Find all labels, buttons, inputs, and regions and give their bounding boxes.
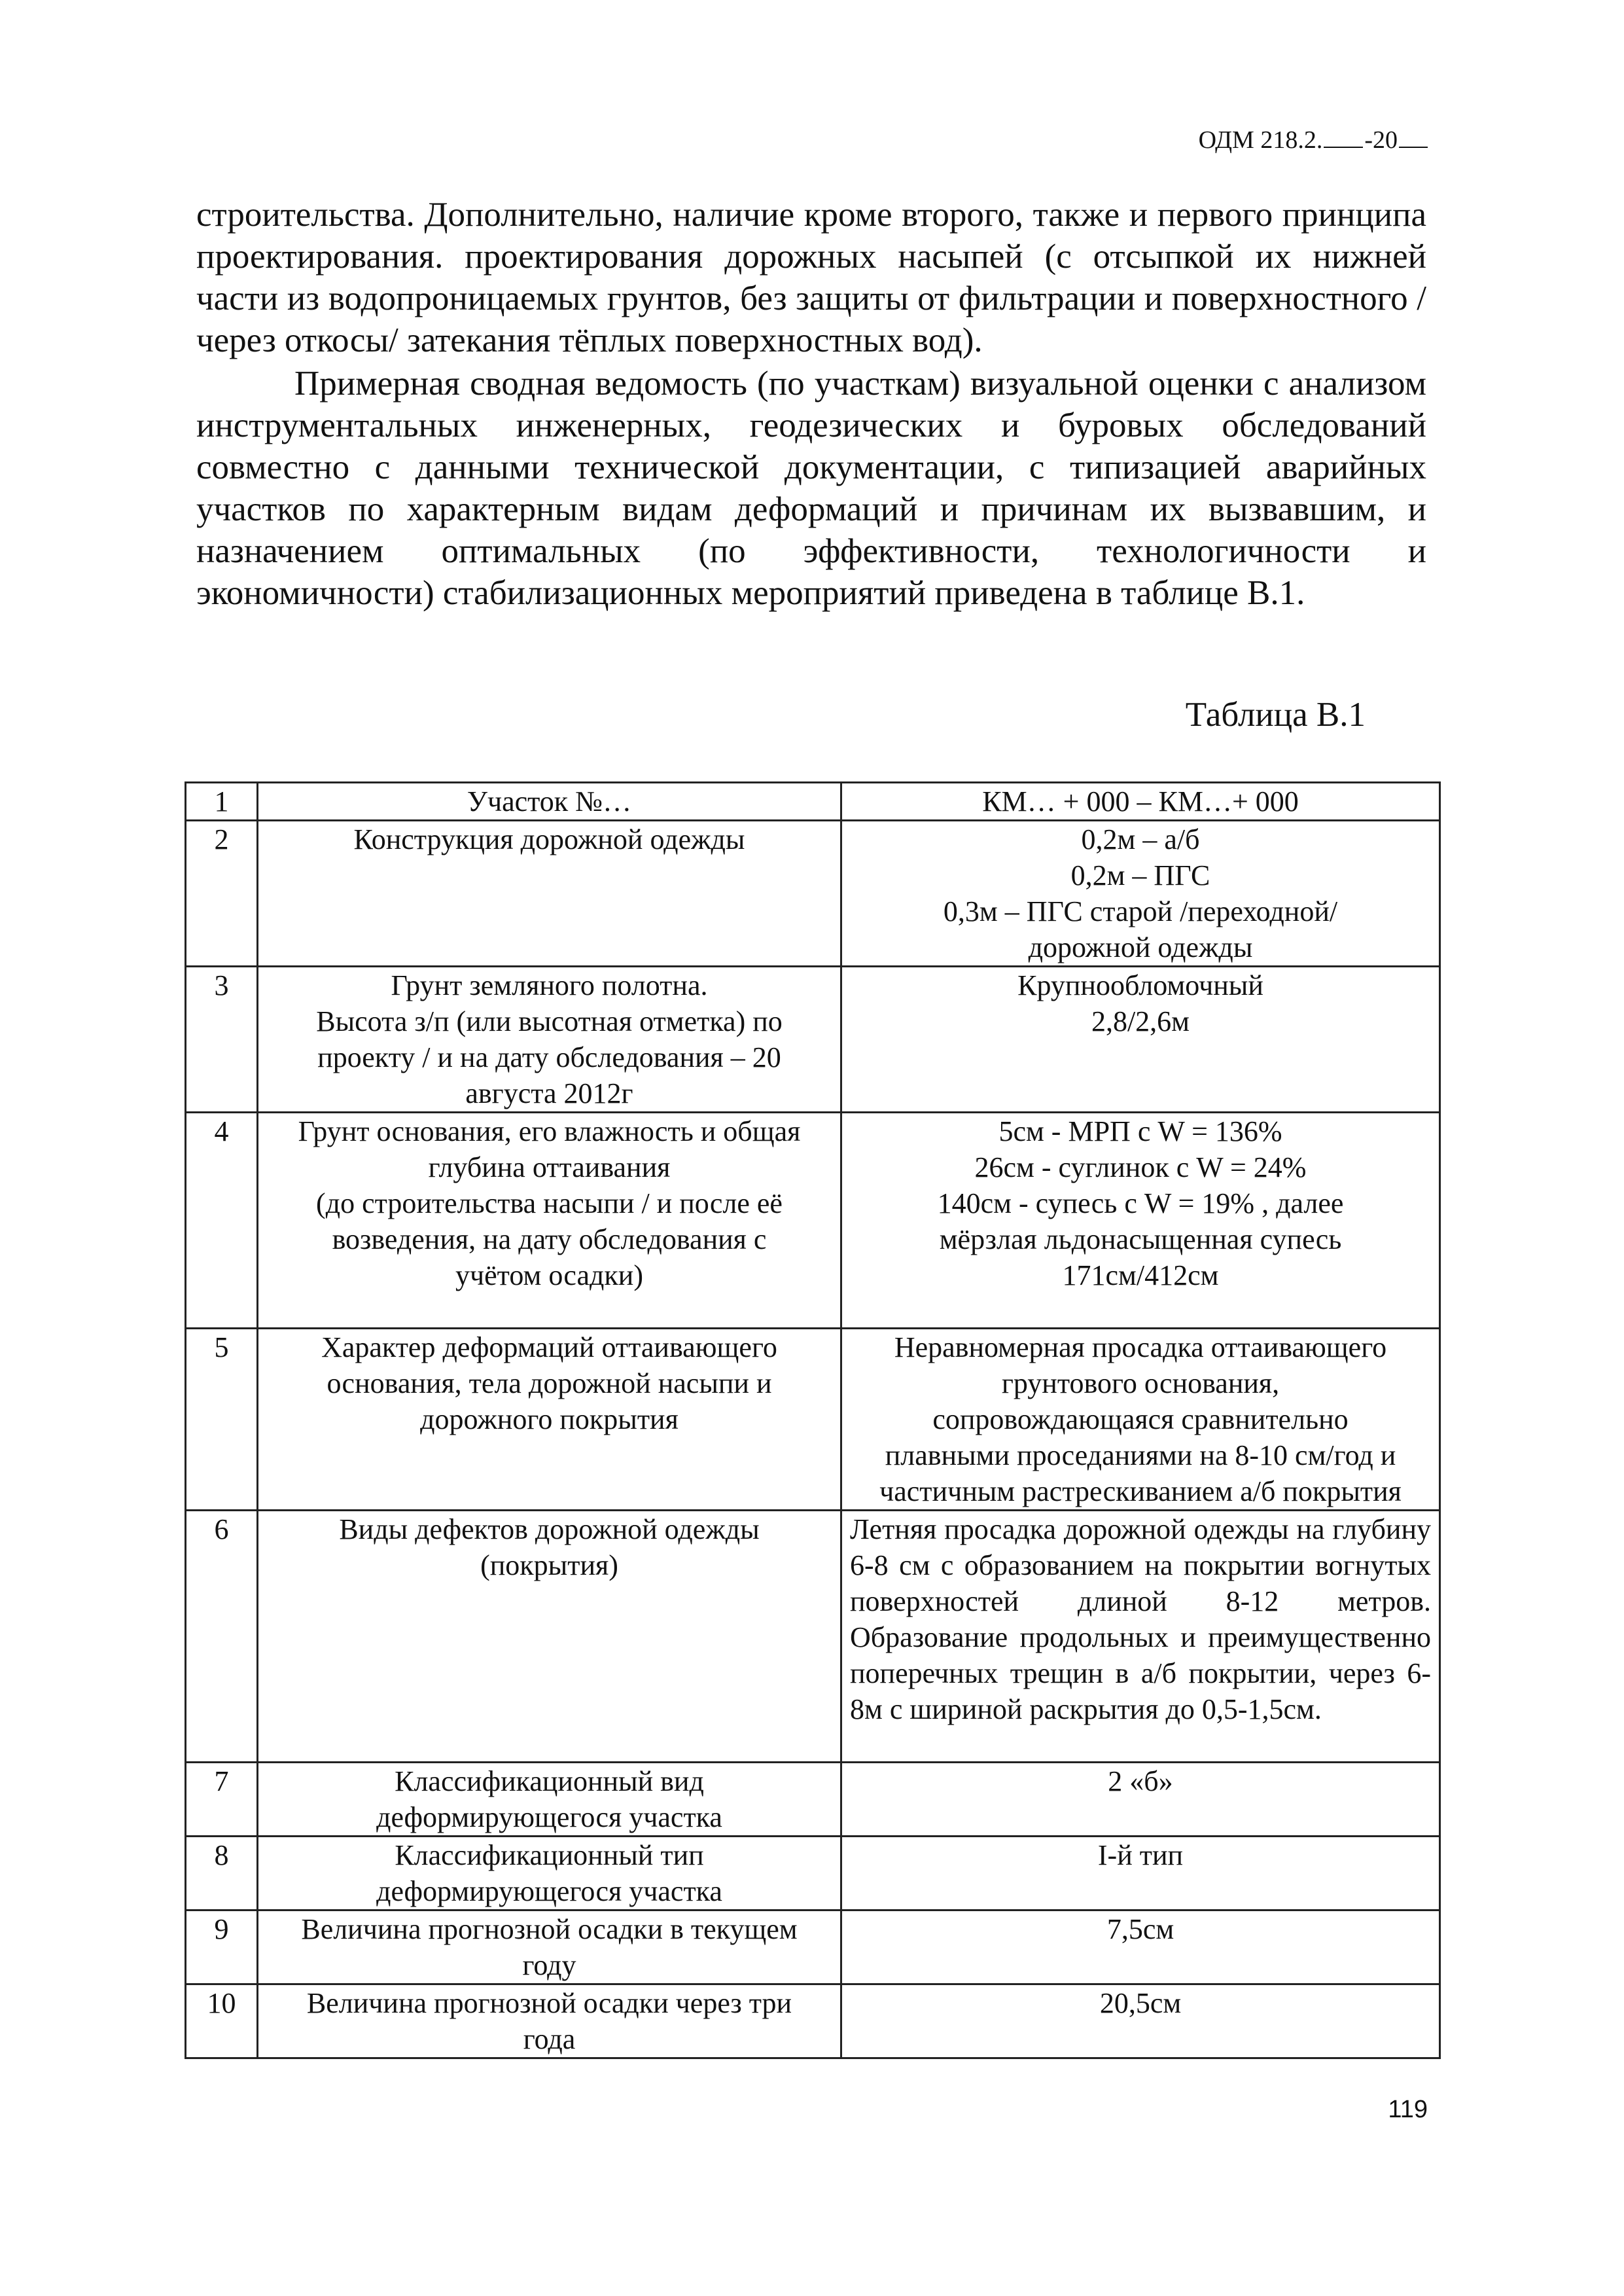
table-row (186, 783, 1440, 821)
value-line: мёрзлая льдонасыщенная супесь (939, 1223, 1342, 1255)
value-line: частичным растрескиванием а/б покрытия (879, 1475, 1402, 1507)
parameter-line: глубина оттаивания (428, 1151, 671, 1183)
parameter-cell (258, 783, 841, 821)
paragraph-text: Примерная сводная ведомость (по участкам) визуальной оценки с анализом инструментальных инженерных, геодезических и буровых обследований совместно с данными технической документации, с типизацией аварийных участков по характерным видам деформаций и причинам их вызвавшим, и назначением оптимальных (по эффективности, технологичности и экономичности) стабилизационных мероприятий приведена в таблице В.1. (196, 365, 1426, 612)
parameter-line: (до строительства насыпи / и после её (316, 1187, 783, 1219)
row-number-cell: 6 (186, 1511, 258, 1763)
table-row (186, 1910, 1440, 1984)
row-number-cell: 10 (186, 1984, 258, 2058)
row-number-cell: 7 (186, 1763, 258, 1837)
parameter-line: году (522, 1949, 576, 1981)
parameter-line: дорожного покрытия (420, 1403, 679, 1435)
table-row (186, 1511, 1440, 1763)
parameter-line: Конструкция дорожной одежды (353, 823, 745, 855)
parameter-line: (покрытия) (480, 1549, 618, 1581)
parameter-line: деформирующегося участка (376, 1801, 722, 1833)
value-line: плавными проседаниями на 8-10 см/год и (885, 1439, 1396, 1471)
document-code-sep: -20 (1364, 126, 1398, 154)
document-code (1199, 126, 1428, 154)
parameter-line: года (523, 2023, 576, 2055)
parameter-line: Высота з/п (или высотная отметка) по (316, 1005, 783, 1037)
row-number-cell: 8 (186, 1837, 258, 1910)
value-line: 171см/412см (1062, 1259, 1219, 1291)
parameter-line: учётом осадки) (455, 1259, 643, 1291)
parameter-line: Величина прогнозной осадки в текущем (301, 1913, 798, 1945)
parameter-line: августа 2012г (465, 1077, 633, 1109)
value-line: дорожной одежды (1028, 931, 1253, 963)
value-cell (841, 1329, 1440, 1511)
row-number-cell: 5 (186, 1329, 258, 1511)
value-line: 140см - супесь с W = 19% , далее (937, 1187, 1344, 1219)
value-line: 0,2м – а/б (1081, 823, 1200, 855)
row-number-cell: 9 (186, 1910, 258, 1984)
value-cell (841, 1763, 1440, 1837)
table-row (186, 1984, 1440, 2058)
parameter-line: Виды дефектов дорожной одежды (339, 1513, 760, 1545)
value-line: 7,5см (1106, 1913, 1174, 1945)
value-cell (841, 821, 1440, 967)
paragraph-text: строительства. Дополнительно, наличие кроме второго, также и первого принципа проектирования. проектирования дорожных насыпей (с отсыпкой их нижней части из водопроницаемых грунтов, без защиты от фильтрации и поверхностного /через откосы/ затекания тёплых поверхностных вод). (196, 196, 1426, 359)
value-line: Неравномерная просадка оттаивающего (894, 1331, 1387, 1363)
value-line: Крупнообломочный (1017, 969, 1263, 1001)
table-row (186, 1837, 1440, 1910)
parameter-cell (258, 1511, 841, 1763)
value-line: сопровождающаяся сравнительно (932, 1403, 1349, 1435)
parameter-cell (258, 1984, 841, 2058)
row-number-cell: 2 (186, 821, 258, 967)
parameter-cell (258, 821, 841, 967)
parameter-cell (258, 1329, 841, 1511)
parameter-line: основания, тела дорожной насыпи и (327, 1367, 772, 1399)
parameter-line: Характер деформаций оттаивающего (321, 1331, 777, 1363)
table-caption: Таблица В.1 (1185, 696, 1366, 734)
parameter-cell (258, 967, 841, 1113)
value-line: 5см - МРП с W = 136% (998, 1115, 1282, 1147)
value-paragraph: Летняя просадка дорожной одежды на глубину 6-8 см с образованием на покрытии вогнутых поверхностей длиной 8-12 метров. Образование продольных и преимущественно поперечных трещин в а/б покрытии, через 6-8м с шириной раскрытия до 0,5-1,5см. (850, 1513, 1431, 1725)
parameter-line: Грунт земляного полотна. (391, 969, 708, 1001)
row-number-cell: 4 (186, 1113, 258, 1329)
parameter-line: Грунт основания, его влажность и общая (298, 1115, 801, 1147)
parameter-cell (258, 1837, 841, 1910)
parameter-line: Участок №… (467, 785, 632, 817)
value-line: КМ… + 000 – КМ…+ 000 (982, 785, 1299, 817)
table-row (186, 1113, 1440, 1329)
row-number-cell: 1 (186, 783, 258, 821)
row-number-cell: 3 (186, 967, 258, 1113)
value-cell (841, 1511, 1440, 1763)
paragraph-2 (196, 363, 1426, 614)
table-row (186, 967, 1440, 1113)
table-row (186, 821, 1440, 967)
value-line: 20,5см (1099, 1987, 1182, 2019)
parameter-line: Величина прогнозной осадки через три (306, 1987, 792, 2019)
data-table (185, 781, 1441, 2059)
value-line: 0,2м – ПГС (1070, 859, 1210, 891)
parameter-line: проекту / и на дату обследования – 20 (317, 1041, 781, 1073)
value-line: I-й тип (1097, 1839, 1184, 1871)
value-cell (841, 1910, 1440, 1984)
paragraph-1 (196, 194, 1426, 361)
parameter-cell (258, 1113, 841, 1329)
parameter-cell (258, 1763, 841, 1837)
value-cell (841, 1984, 1440, 2058)
value-cell (841, 783, 1440, 821)
value-line: 0,3м – ПГС старой /переходной/ (943, 895, 1338, 927)
code-blank (1399, 147, 1428, 148)
code-blank (1324, 147, 1363, 148)
document-code-prefix: ОДМ 218.2. (1198, 126, 1323, 154)
parameter-line: Классификационный вид (395, 1765, 704, 1797)
parameter-line: деформирующегося участка (376, 1875, 722, 1907)
table-row (186, 1329, 1440, 1511)
value-cell (841, 967, 1440, 1113)
table-body (186, 783, 1440, 2058)
parameter-line: возведения, на дату обследования с (332, 1223, 767, 1255)
page-number: 119 (1388, 2096, 1428, 2123)
value-cell (841, 1837, 1440, 1910)
value-line: 2 «б» (1108, 1765, 1173, 1797)
value-cell (841, 1113, 1440, 1329)
value-line: 2,8/2,6м (1091, 1005, 1190, 1037)
value-line: 26см - суглинок с W = 24% (974, 1151, 1307, 1183)
table-row (186, 1763, 1440, 1837)
parameter-line: Классификационный тип (395, 1839, 704, 1871)
value-line: грунтового основания, (1001, 1367, 1280, 1399)
parameter-cell (258, 1910, 841, 1984)
